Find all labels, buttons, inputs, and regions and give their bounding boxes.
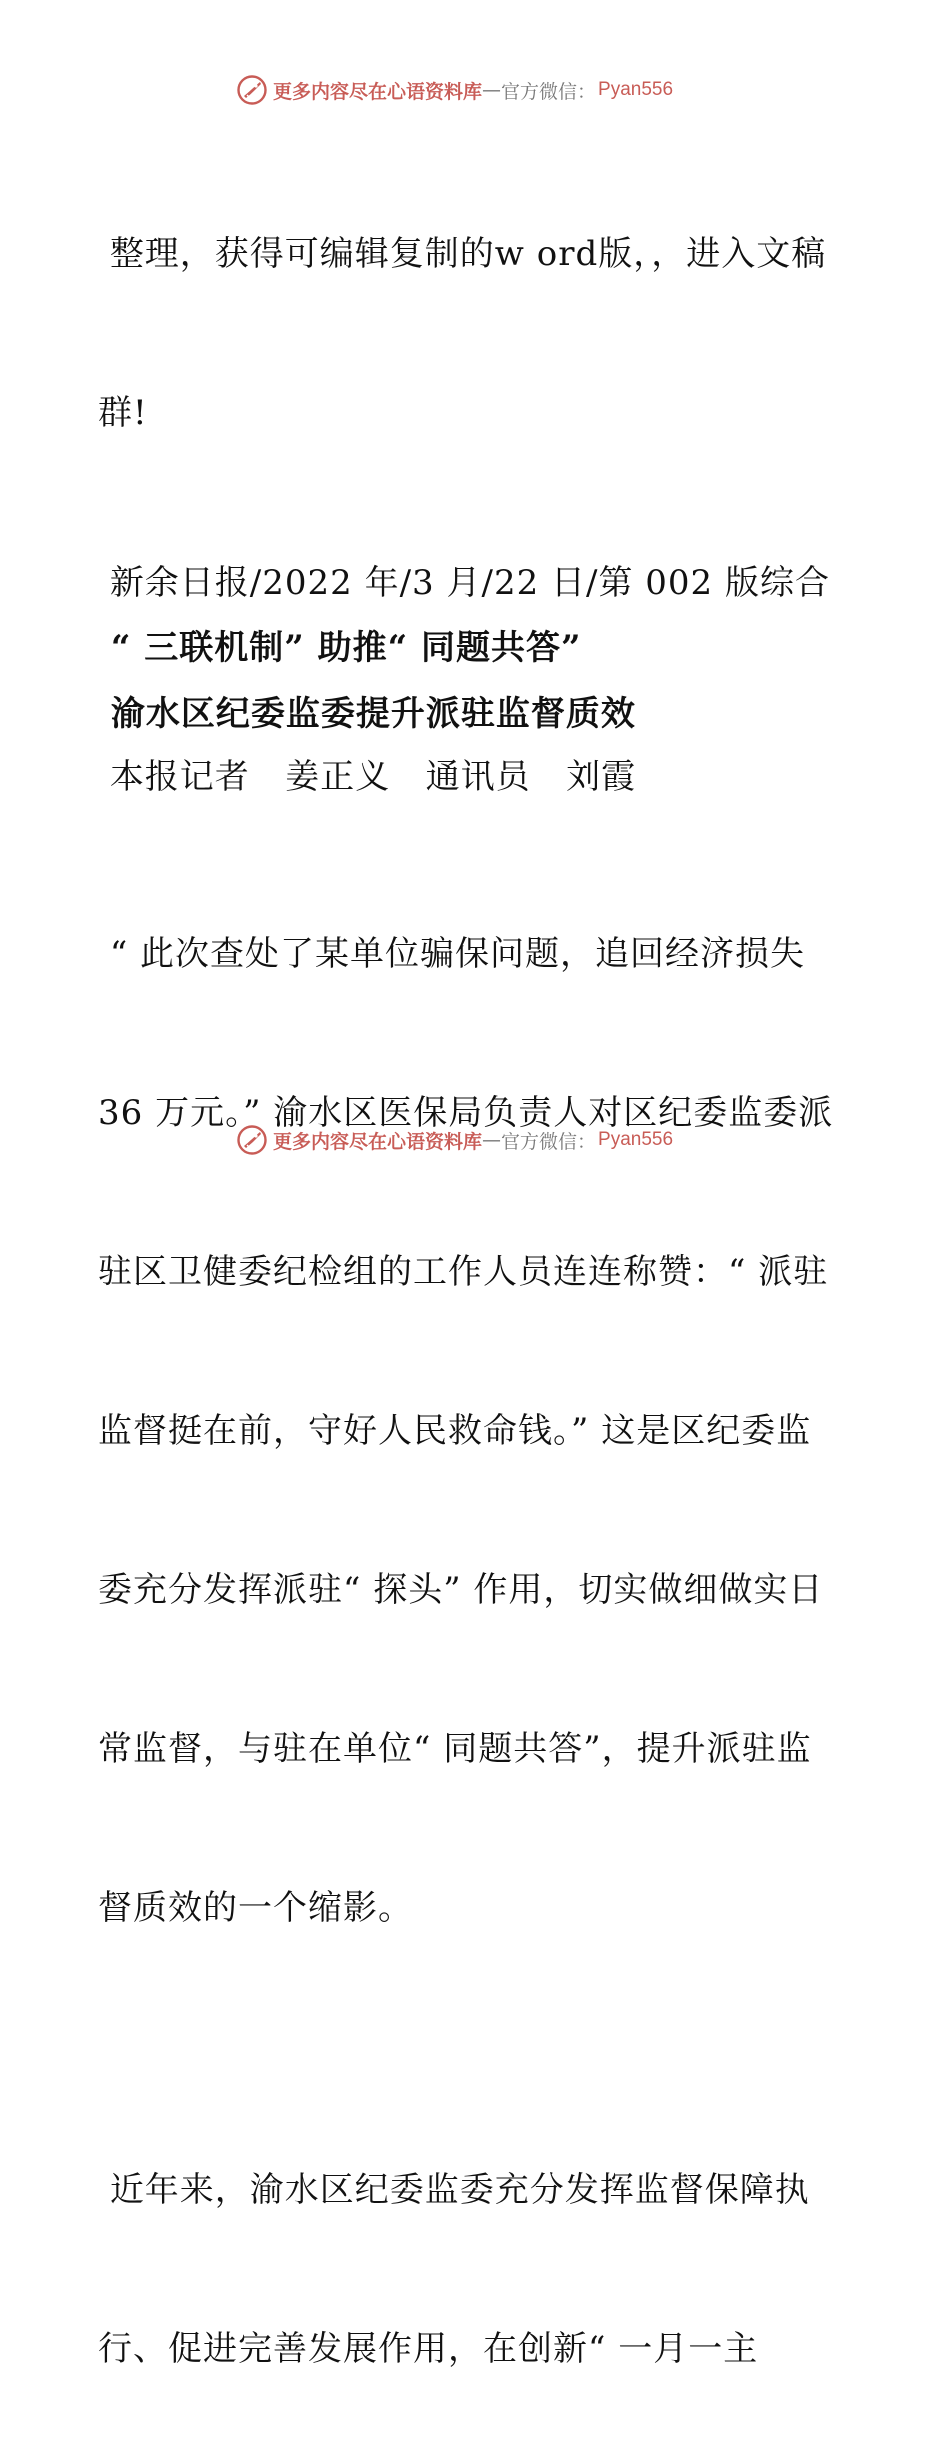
document-content — [98, 122, 868, 2460]
watermark-channel-text: 官方微信： — [501, 1130, 597, 1153]
watermark-account: Pyan556 — [598, 1129, 674, 1150]
intro-line: 群! — [98, 393, 148, 433]
paragraph-line: 近年来，渝水区纪委监委充分发挥监督保障执 — [98, 2170, 810, 2210]
byline: 本报记者 姜正义 通讯员 刘霞 — [98, 757, 637, 797]
article-paragraph-2 — [98, 2058, 868, 2460]
watermark-separator: — — [482, 1129, 502, 1151]
watermark-channel-text: 官方微信： — [501, 80, 597, 103]
pen-nib-circle-icon — [236, 74, 268, 106]
watermark-account: Pyan556 — [598, 79, 674, 100]
paragraph-line: 督质效的一个缩影。 — [98, 1888, 413, 1928]
paragraph-line: “ 此次查处了某单位骗保问题，追回经济损失 — [98, 934, 806, 974]
watermark-brand-text: 更多内容尽在心语资料库 — [273, 80, 483, 103]
top-watermark — [236, 73, 716, 107]
watermark-brand-text: 更多内容尽在心语资料库 — [273, 1130, 483, 1153]
paragraph-line: 驻区卫健委纪检组的工作人员连连称赞：“ 派驻 — [98, 1252, 829, 1292]
paragraph-line: 行、促进完善发展作用，在创新“ 一月一主 — [98, 2329, 759, 2369]
pen-nib-circle-icon — [236, 1124, 268, 1156]
article-paragraph-1 — [98, 822, 868, 2041]
paragraph-line: 委充分发挥派驻“ 探头” 作用，切实做细做实日 — [98, 1570, 824, 1610]
article-headline: “ 三联机制” 助推“ 同题共答” — [98, 628, 582, 668]
paragraph-line: 36 万元。” 渝水区医保局负责人对区纪委监委派 — [98, 1093, 834, 1133]
bottom-watermark — [236, 1123, 716, 1157]
article-subheadline: 渝水区纪委监委提升派驻监督质效 — [98, 694, 636, 734]
intro-line: 整理，获得可编辑复制的w ord版，，进入文稿 — [98, 234, 827, 274]
dateline: 新余日报/2022 年/3 月/22 日/第 002 版综合 — [98, 563, 830, 603]
watermark-separator: — — [482, 79, 502, 101]
intro-note — [98, 122, 868, 546]
paragraph-line: 监督挺在前，守好人民救命钱。” 这是区纪委监 — [98, 1411, 812, 1451]
paragraph-line: 常监督，与驻在单位“ 同题共答”，提升派驻监 — [98, 1729, 812, 1769]
